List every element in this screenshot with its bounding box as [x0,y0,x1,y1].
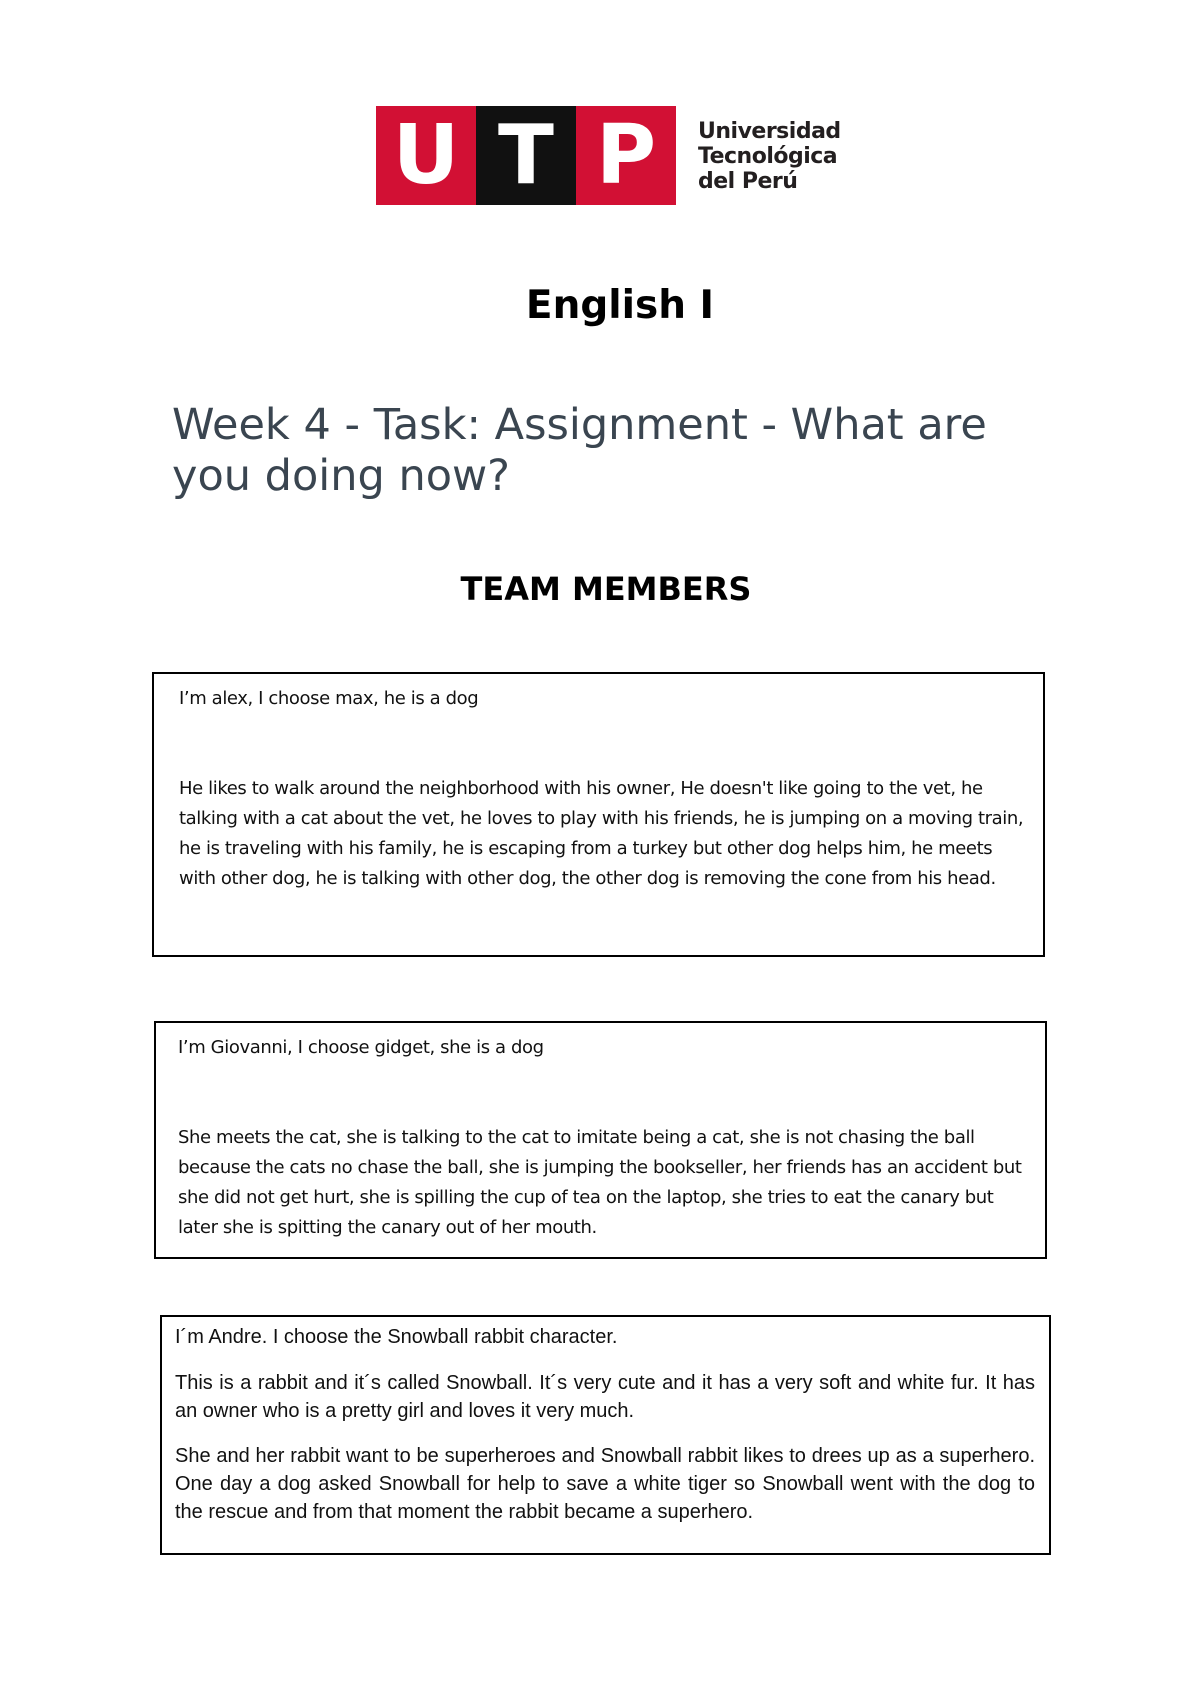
logo-name-line-3: del Perú [698,169,798,194]
member-box-alex [152,672,1045,957]
logo-letter-t: T [476,106,576,205]
member-story: He likes to walk around the neighborhood with his owner, He doesn't like going to the vet, he talking with a cat about the vet, he loves to play with his friends, he is jumping on a moving train, he is traveling with his family, he is escaping from a turkey but other dog helps him, he meets with other dog, he is talking with other dog, the other dog is removing the cone from his head. [179,778,1024,889]
logo-university-name [698,119,898,194]
logo-letter-p: P [576,106,676,205]
member-box-giovanni [154,1021,1047,1259]
logo-name-line-2: Tecnológica [698,144,838,169]
member-intro: I´m Andre. I choose the Snowball rabbit character. [175,1326,618,1348]
team-members-heading: TEAM MEMBERS [460,570,752,608]
member-story: She meets the cat, she is talking to the cat to imitate being a cat, she is not chasing the ball because the cats no chase the ball, she is jumping the bookseller, her friends has an accident but she did not get hurt, she is spilling the cup of tea on the laptop, she tries to eat the canary but later she is spitting the canary out of her mouth. [178,1127,1022,1238]
member-intro: I’m alex, I choose max, he is a dog [179,688,479,709]
course-title: English I [525,283,715,328]
member-paragraph: She and her rabbit want to be superheroes and Snowball rabbit likes to drees up as a superhero. One day a dog asked Snowball for help to save a white tiger so Snowball went with the dog to the rescue and from that moment the rabbit became a superhero. [175,1445,1035,1523]
utp-logo [376,106,676,205]
member-intro: I’m Giovanni, I choose gidget, she is a dog [178,1037,544,1058]
logo-name-line-1: Universidad [698,119,841,144]
task-title: Week 4 - Task: Assignment - What are you doing now? [172,400,987,501]
logo-letter-u: U [376,106,476,205]
member-box-andre [160,1315,1051,1555]
member-paragraph: This is a rabbit and it´s called Snowball. It´s very cute and it has a very soft and white fur. It has an owner who is a pretty girl and loves it very much. [175,1372,1035,1422]
